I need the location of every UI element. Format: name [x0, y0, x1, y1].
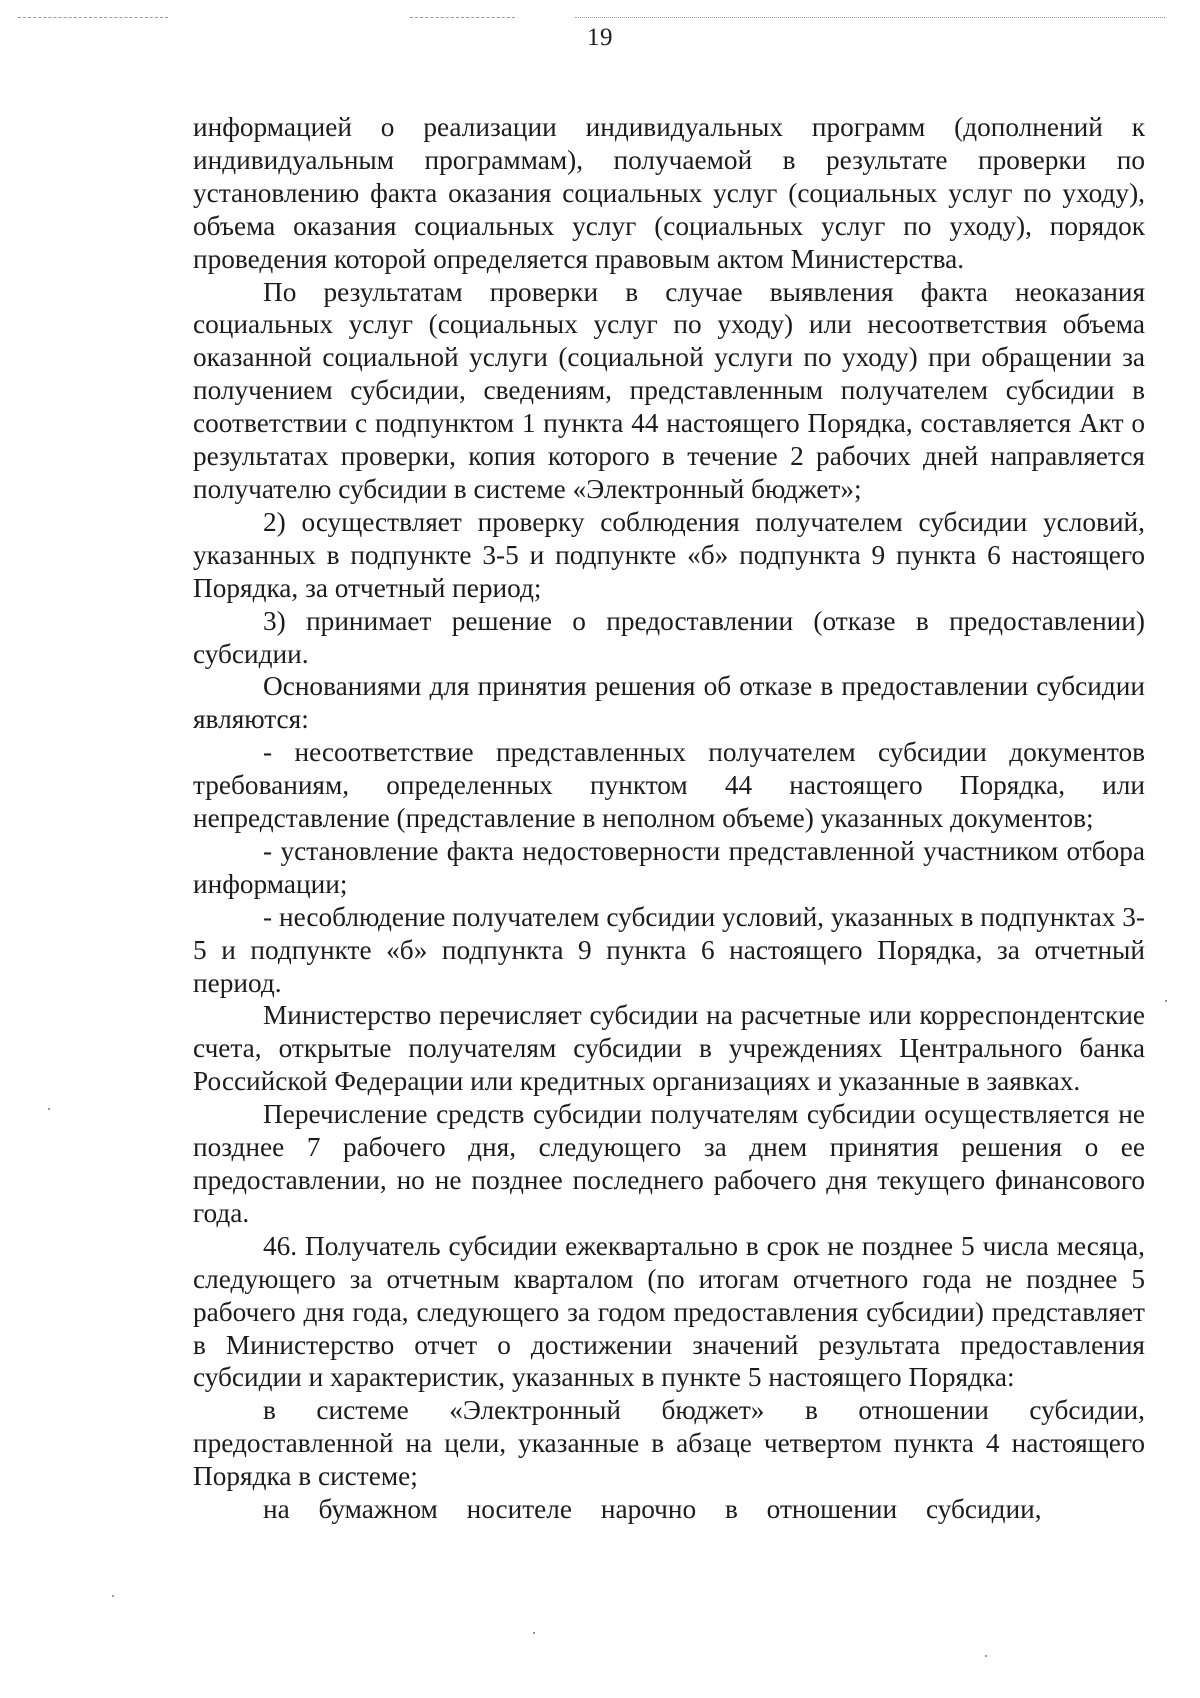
- paragraph: на бумажном носителе нарочно в отношении субсидии,: [263, 1494, 1042, 1525]
- paragraph: в системе «Электронный бюджет» в отношении субсидии, предоставленной на цели, указанные в абзаце четвертом пункта 4 настоящего Порядка в системе;: [193, 1395, 1145, 1492]
- scan-speck: [533, 1632, 535, 1634]
- paragraph: Перечисление средств субсидии получателям субсидии осуществляется не позднее 7 рабочего дня, следующего за днем принятия решения о ее предоставлении, но не позднее последнего рабочего дня текущего финансового года.: [193, 1099, 1145, 1228]
- page-number: 19: [587, 24, 613, 51]
- paragraph: Основаниями для принятия решения об отказе в предоставлении субсидии являются:: [193, 671, 1145, 735]
- paragraph: Министерство перечисляет субсидии на расчетные или корреспондентские счета, открытые получателям субсидии в учреждениях Центрального банка Российской Федерации или кредитных организациях и указанные в заявках.: [193, 1000, 1145, 1097]
- scan-speck: [985, 1655, 987, 1657]
- paragraph: 2) осуществляет проверку соблюдения получателем субсидии условий, указанных в подпункте 3-5 и подпункте «б» подпункта 9 пункта 6 настоящего Порядка, за отчетный период;: [193, 506, 1145, 603]
- list-item: - установление факта недостоверности представленной участником отбора информации;: [193, 835, 1145, 899]
- scan-speck: [48, 1108, 50, 1110]
- scan-artifact: [575, 17, 1165, 18]
- paragraph: информацией о реализации индивидуальных программ (дополнений к индивидуальным программам), получаемой в результате проверки по установлению факта оказания социальных услуг (социальных услуг по уходу), объема оказания социальных услуг (социальных услуг по уходу), порядок проведения которой определяется правовым актом Министерства.: [193, 112, 1145, 274]
- scan-speck: [112, 1595, 114, 1597]
- scan-artifact: [18, 17, 168, 18]
- paragraph: 3) принимает решение о предоставлении (отказе в предоставлении) субсидии.: [193, 605, 1145, 669]
- document-body: [193, 111, 1145, 1526]
- list-item: - несоблюдение получателем субсидии условий, указанных в подпунктах 3-5 и подпункте «б» подпункта 9 пункта 6 настоящего Порядка, за отчетный период.: [193, 901, 1145, 998]
- scan-artifact: [410, 17, 515, 18]
- paragraph: 46. Получатель субсидии ежеквартально в срок не позднее 5 числа месяца, следующего за отчетным кварталом (по итогам отчетного года не позднее 5 рабочего дня года, следующего за годом предоставления субсидии) представляет в Министерство отчет о достижении значений результата предоставления субсидии и характеристик, указанных в пункте 5 настоящего Порядка:: [193, 1230, 1145, 1393]
- list-item: - несоответствие представленных получателем субсидии документов требованиям, определенных пунктом 44 настоящего Порядка, или непредставление (представление в неполном объеме) указанных документов;: [193, 737, 1145, 834]
- paragraph: По результатам проверки в случае выявления факта неоказания социальных услуг (социальных услуг по уходу) или несоответствия объема оказанной социальной услуги (социальной услуги по уходу) при обращении за получением субсидии, сведениям, представленным получателем субсидии в соответствии с подпунктом 1 пункта 44 настоящего Порядка, составляется Акт о результатах проверки, копия которого в течение 2 рабочих дней направляется получателю субсидии в системе «Электронный бюджет»;: [193, 276, 1145, 504]
- scan-speck: [1165, 1000, 1167, 1002]
